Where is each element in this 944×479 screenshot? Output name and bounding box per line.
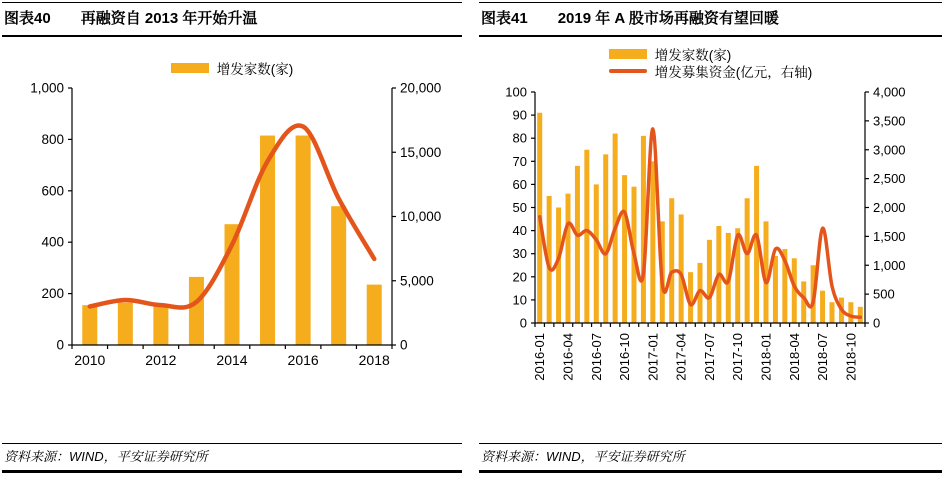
bar [153, 305, 168, 345]
figure40-title: 再融资自 2013 年开始升温 [80, 10, 258, 27]
y-axis-tick-label: 70 [512, 153, 527, 169]
x-axis-tick-label: 2017-01 [645, 333, 661, 381]
y2-axis-tick-label: 3,000 [873, 142, 906, 158]
bar [594, 184, 599, 323]
y-axis-tick-label: 10 [512, 292, 527, 308]
y-axis-tick-label: 800 [41, 131, 64, 147]
figure40-title-row [2, 2, 462, 37]
y2-axis-tick-label: 0 [873, 315, 881, 331]
figure40-number: 图表40 [4, 10, 51, 27]
figure40-panel [2, 2, 462, 473]
bar [189, 277, 204, 345]
legend-item-bar [171, 59, 294, 76]
x-axis-tick-label: 2017-10 [730, 333, 746, 381]
x-axis-tick-label: 2018-07 [815, 333, 831, 381]
line-legend-swatch [609, 69, 647, 73]
bar [367, 285, 382, 345]
bar [745, 198, 750, 323]
bar [584, 150, 589, 323]
source-note: 资料来源：WIND，平安证券研究所 [4, 449, 208, 464]
bar [118, 303, 133, 345]
y-axis-tick-label: 60 [512, 176, 527, 192]
y2-axis-tick-label: 5,000 [400, 273, 434, 289]
legend-item-bar [609, 45, 732, 62]
x-axis-tick-label: 2017-04 [673, 333, 689, 381]
figure40-footer [2, 443, 462, 473]
y2-axis-tick-label: 0 [400, 337, 408, 353]
figure40-legend [171, 59, 294, 76]
y-axis-tick-label: 80 [512, 130, 527, 146]
y2-axis-tick-label: 1,500 [873, 228, 906, 244]
y2-axis-tick-label: 500 [873, 286, 895, 302]
bar [82, 305, 97, 345]
bar-legend-label: 增发家数(家) [216, 61, 294, 77]
x-axis-tick-label: 2016-07 [588, 333, 604, 381]
x-axis-tick-label: 2016-04 [560, 333, 576, 381]
bar [820, 291, 825, 323]
y2-axis-tick-label: 2,000 [873, 200, 906, 215]
figure40-chart [2, 76, 466, 378]
figure41-chart [479, 79, 943, 411]
bar [566, 194, 571, 323]
bar [679, 214, 684, 323]
y-axis-tick-label: 100 [505, 84, 527, 100]
bar [858, 307, 863, 323]
figure41-footer [479, 443, 942, 473]
x-axis-tick-label: 2010 [74, 352, 106, 368]
bar [669, 198, 674, 323]
bar-legend-swatch [171, 63, 209, 73]
figure41-number: 图表41 [481, 10, 528, 27]
bar [830, 302, 835, 323]
bar [575, 166, 580, 323]
bar [650, 161, 655, 323]
x-axis-tick-label: 2018-10 [843, 333, 859, 381]
bar [331, 206, 346, 345]
x-axis-tick-label: 2018-04 [786, 333, 802, 381]
figure41-title: 2019 年 A 股市场再融资有望回暖 [557, 10, 779, 27]
y2-axis-tick-label: 10,000 [400, 209, 442, 224]
y2-axis-tick-label: 15,000 [400, 144, 442, 160]
bar [773, 256, 778, 323]
y-axis-tick-label: 30 [512, 246, 527, 262]
y-axis-tick-label: 200 [41, 286, 64, 302]
y-axis-tick-label: 400 [41, 234, 64, 250]
figure41-title-row [479, 2, 942, 37]
bar [848, 302, 853, 323]
y-axis-tick-label: 1,000 [30, 80, 64, 96]
y-axis-tick-label: 40 [512, 223, 527, 239]
bar [622, 175, 627, 323]
x-axis-tick-label: 2018-01 [758, 333, 774, 381]
y-axis-tick-label: 90 [512, 107, 527, 123]
x-axis-tick-label: 2014 [216, 352, 248, 368]
bar [296, 136, 311, 345]
y-axis-tick-label: 20 [512, 269, 527, 285]
source-note: 资料来源：WIND，平安证券研究所 [481, 449, 685, 464]
figure41-panel [479, 2, 942, 473]
y-axis-tick-label: 600 [41, 183, 64, 199]
y2-axis-tick-label: 1,000 [873, 257, 906, 273]
figure41-legend [609, 45, 813, 79]
bar [603, 154, 608, 323]
bar-legend-label: 增发家数(家) [654, 47, 732, 63]
y-axis-tick-label: 50 [512, 200, 527, 215]
x-axis-tick-label: 2012 [145, 352, 177, 368]
y2-axis-tick-label: 2,500 [873, 171, 906, 187]
legend-item-line [609, 62, 813, 79]
y-axis-tick-label: 0 [519, 315, 527, 331]
y2-axis-tick-label: 20,000 [400, 80, 442, 96]
x-axis-tick-label: 2016-01 [532, 333, 548, 381]
y-axis-tick-label: 0 [56, 337, 64, 353]
bar-legend-swatch [609, 49, 647, 59]
x-axis-tick-label: 2018 [358, 352, 390, 368]
bar [707, 240, 712, 323]
x-axis-tick-label: 2016-10 [617, 333, 633, 381]
y2-axis-tick-label: 3,500 [873, 113, 906, 129]
line-legend-label: 增发募集资金(亿元，右轴) [654, 64, 813, 80]
y2-axis-tick-label: 4,000 [873, 84, 906, 100]
x-axis-tick-label: 2016 [287, 352, 319, 368]
x-axis-tick-label: 2017-07 [701, 333, 717, 381]
